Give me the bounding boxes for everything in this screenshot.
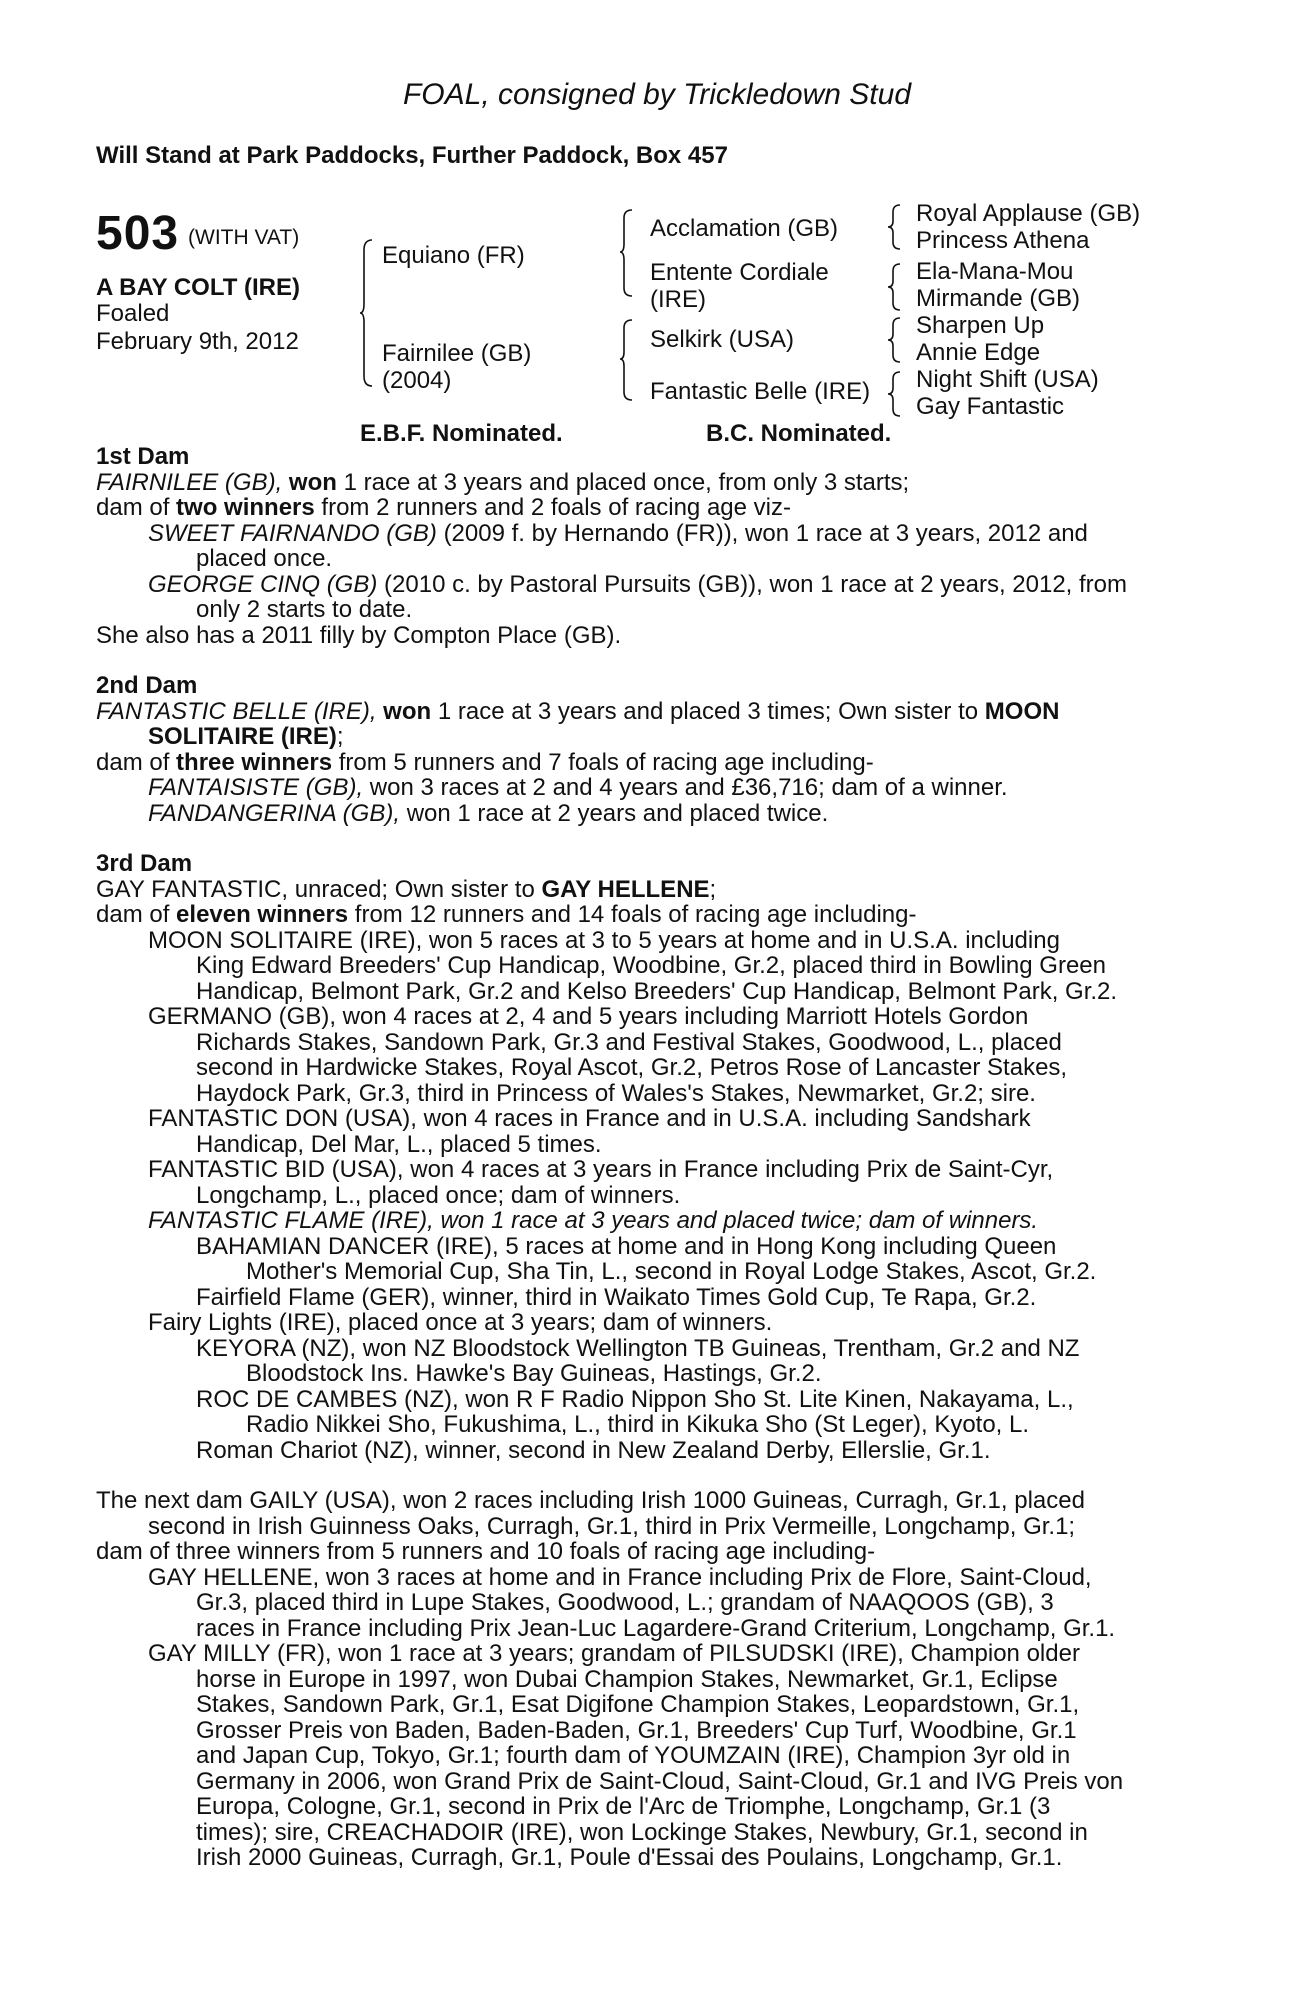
stand-location: Will Stand at Park Paddocks, Further Paddock, Box 457 bbox=[96, 142, 728, 169]
ddd: Gay Fantastic bbox=[916, 393, 1065, 420]
pedigree-brace-dam bbox=[620, 318, 634, 402]
dam-sire: Selkirk (USA) bbox=[650, 326, 795, 353]
next-dam-text-line: horse in Europe in 1997, won Dubai Champion Stakes, Newmarket, Gr.1, Eclipse bbox=[196, 1665, 1058, 1693]
pedigree-brace-3d bbox=[888, 370, 902, 418]
pedigree-brace-3b bbox=[888, 262, 902, 312]
pedigree-brace-3c bbox=[888, 316, 902, 364]
first-dam-offspring-2b: only 2 starts to date. bbox=[196, 596, 413, 623]
sire-dam-country: (IRE) bbox=[650, 286, 706, 313]
dsd: Annie Edge bbox=[916, 339, 1041, 366]
foaled-date: February 9th, 2012 bbox=[96, 328, 299, 355]
first-dam-offspring-2: GEORGE CINQ (GB) (2010 c. by Pastoral Pursuits (GB)), won 1 race at 2 years, 2012, from bbox=[148, 570, 1128, 598]
third-dam-text-line: FANTASTIC BID (USA), won 4 races at 3 years in France including Prix de Saint-Cyr, bbox=[148, 1156, 1054, 1183]
third-dam-text-line: Richards Stakes, Sandown Park, Gr.3 and Festival Stakes, Goodwood, L., placed bbox=[196, 1028, 1062, 1056]
third-dam-line2: dam of eleven winners from 12 runners and 14 foals of racing age including- bbox=[96, 901, 917, 928]
next-dam-text-line: The next dam GAILY (USA), won 2 races including Irish 1000 Guineas, Curragh, Gr.1, placed bbox=[96, 1487, 1085, 1514]
vat-label: (WITH VAT) bbox=[188, 226, 300, 249]
sire-name: Equiano (FR) bbox=[382, 242, 525, 269]
first-dam-offspring-1: SWEET FAIRNANDO (GB) (2009 f. by Hernando (FR)), won 1 race at 3 years, 2012 and bbox=[148, 519, 1088, 547]
foaled-label: Foaled bbox=[96, 300, 170, 327]
next-dam-text-line: Europa, Cologne, Gr.1, second in Prix de l'Arc de Triomphe, Longchamp, Gr.1 (3 bbox=[196, 1793, 1051, 1820]
third-dam-text-line: FANTASTIC DON (USA), won 4 races in France and in U.S.A. including Sandshark bbox=[148, 1105, 1031, 1132]
horse-description: A BAY COLT (IRE) bbox=[96, 274, 301, 301]
sire-sire: Acclamation (GB) bbox=[650, 215, 839, 242]
first-dam-also: She also has a 2011 filly by Compton Place (GB). bbox=[96, 621, 622, 649]
bc-nominated: B.C. Nominated. bbox=[706, 420, 892, 447]
next-dam-text-line: times); sire, CREACHADOIR (IRE), won Lockinge Stakes, Newbury, Gr.1, second in bbox=[196, 1818, 1088, 1846]
next-dam-text-line: second in Irish Guinness Oaks, Curragh, Gr.1, third in Prix Vermeille, Longchamp, Gr.1; bbox=[148, 1512, 1076, 1540]
third-dam-text-line: Roman Chariot (NZ), winner, second in New Zealand Derby, Ellerslie, Gr.1. bbox=[196, 1436, 991, 1464]
next-dam-text-line: Germany in 2006, won Grand Prix de Saint-Cloud, Saint-Cloud, Gr.1 and IVG Preis von bbox=[196, 1767, 1124, 1795]
second-dam-heading: 2nd Dam bbox=[96, 672, 198, 699]
catalogue-body bbox=[96, 444, 1196, 1871]
sdd: Mirmande (GB) bbox=[916, 285, 1081, 312]
third-dam-text-line: Haydock Park, Gr.3, third in Princess of Wales's Stakes, Newmarket, Gr.2; sire. bbox=[196, 1079, 1036, 1107]
pedigree-brace-sire bbox=[620, 208, 634, 298]
third-dam-text-line: Longchamp, L., placed once; dam of winners. bbox=[196, 1181, 681, 1209]
dam-year: (2004) bbox=[382, 367, 452, 394]
third-dam-text-line: Fairy Lights (IRE), placed once at 3 years; dam of winners. bbox=[148, 1309, 773, 1336]
next-dam-text-line: and Japan Cup, Tokyo, Gr.1; fourth dam of YOUMZAIN (IRE), Champion 3yr old in bbox=[196, 1742, 1071, 1769]
third-dam-text-line: second in Hardwicke Stakes, Royal Ascot, Gr.2, Petros Rose of Lancaster Stakes, bbox=[196, 1054, 1068, 1081]
next-dam-text-line: GAY HELLENE, won 3 races at home and in France including Prix de Flore, Saint-Cloud, bbox=[148, 1563, 1092, 1591]
third-dam-text-line: Fairfield Flame (GER), winner, third in Waikato Times Gold Cup, Te Rapa, Gr.2. bbox=[196, 1283, 1037, 1311]
sss: Royal Applause (GB) bbox=[916, 200, 1141, 227]
pedigree-brace-main bbox=[360, 238, 374, 388]
third-dam-text-line: Bloodstock Ins. Hawke's Bay Guineas, Hastings, Gr.2. bbox=[246, 1360, 822, 1387]
third-dam-text-line: Handicap, Belmont Park, Gr.2 and Kelso Breeders' Cup Handicap, Belmont Park, Gr.2. bbox=[196, 977, 1118, 1005]
third-dam-text-line: BAHAMIAN DANCER (IRE), 5 races at home and in Hong Kong including Queen bbox=[196, 1232, 1057, 1260]
third-dam-text-line: ROC DE CAMBES (NZ), won R F Radio Nippon Sho St. Lite Kinen, Nakayama, L., bbox=[196, 1385, 1074, 1413]
dds: Night Shift (USA) bbox=[916, 366, 1099, 393]
dam-dam: Fantastic Belle (IRE) bbox=[650, 378, 871, 405]
third-dam-heading: 3rd Dam bbox=[96, 850, 193, 877]
second-dam-offspring-2: FANDANGERINA (GB), won 1 race at 2 years and placed twice. bbox=[148, 799, 829, 827]
next-dam-text-line: Gr.3, placed third in Lupe Stakes, Goodwood, L.; grandam of NAAQOOS (GB), 3 bbox=[196, 1589, 1054, 1616]
next-dam-text-line: Irish 2000 Guineas, Curragh, Gr.1, Poule d'Essai des Poulains, Longchamp, Gr.1. bbox=[196, 1844, 1063, 1871]
third-dam-text-line: Radio Nikkei Sho, Fukushima, L., third in Kikuka Sho (St Leger), Kyoto, L. bbox=[246, 1411, 1030, 1438]
second-dam-line3: dam of three winners from 5 runners and 7 foals of racing age including- bbox=[96, 748, 874, 776]
second-dam-line1: FANTASTIC BELLE (IRE), won 1 race at 3 years and placed 3 times; Own sister to MOON bbox=[96, 697, 1060, 725]
sire-dam: Entente Cordiale bbox=[650, 259, 829, 286]
dss: Sharpen Up bbox=[916, 312, 1045, 339]
third-dam-text-line: MOON SOLITAIRE (IRE), won 5 races at 3 to 5 years at home and in U.S.A. including bbox=[148, 926, 1060, 954]
pedigree-brace-3a bbox=[888, 203, 902, 251]
ebf-nominated: E.B.F. Nominated. bbox=[360, 420, 563, 447]
next-dam-text-line: GAY MILLY (FR), won 1 race at 3 years; grandam of PILSUDSKI (IRE), Champion older bbox=[148, 1640, 1080, 1667]
third-dam-text-line: King Edward Breeders' Cup Handicap, Woodbine, Gr.2, placed third in Bowling Green bbox=[196, 952, 1106, 979]
ssd: Princess Athena bbox=[916, 227, 1090, 254]
second-dam-offspring-1: FANTAISISTE (GB), won 3 races at 2 and 4 years and £36,716; dam of a winner. bbox=[148, 774, 1008, 801]
consignment-line: FOAL, consigned by Trickledown Stud bbox=[402, 78, 912, 111]
third-dam-text-line: Mother's Memorial Cup, Sha Tin, L., second in Royal Lodge Stakes, Ascot, Gr.2. bbox=[246, 1258, 1097, 1285]
third-dam-text-line: GERMANO (GB), won 4 races at 2, 4 and 5 years including Marriott Hotels Gordon bbox=[148, 1003, 1029, 1030]
third-dam-line1: GAY FANTASTIC, unraced; Own sister to GAY HELLENE; bbox=[96, 875, 717, 903]
dam-name: Fairnilee (GB) bbox=[382, 340, 532, 367]
first-dam-line1: FAIRNILEE (GB), won 1 race at 3 years and placed once, from only 3 starts; bbox=[96, 468, 910, 496]
third-dam-text-line: KEYORA (NZ), won NZ Bloodstock Wellington TB Guineas, Trentham, Gr.2 and NZ bbox=[196, 1334, 1080, 1362]
second-dam-line2: SOLITAIRE (IRE); bbox=[148, 723, 344, 750]
sds: Ela-Mana-Mou bbox=[916, 258, 1074, 285]
first-dam-offspring-1b: placed once. bbox=[196, 545, 333, 572]
next-dam-text-line: dam of three winners from 5 runners and 10 foals of racing age including- bbox=[96, 1538, 876, 1565]
next-dam-text-line: Grosser Preis von Baden, Baden-Baden, Gr.1, Breeders' Cup Turf, Woodbine, Gr.1 bbox=[196, 1716, 1077, 1744]
third-dam-text-line: Handicap, Del Mar, L., placed 5 times. bbox=[196, 1130, 602, 1158]
next-dam-text-line: Stakes, Sandown Park, Gr.1, Esat Digifone Champion Stakes, Leopardstown, Gr.1, bbox=[196, 1691, 1080, 1718]
next-dam-text-line: races in France including Prix Jean-Luc Lagardere-Grand Criterium, Longchamp, Gr.1. bbox=[196, 1614, 1116, 1642]
first-dam-line2: dam of two winners from 2 runners and 2 foals of racing age viz- bbox=[96, 494, 791, 521]
third-dam-text-line: FANTASTIC FLAME (IRE), won 1 race at 3 years and placed twice; dam of winners. bbox=[148, 1207, 1039, 1234]
lot-number: 503 bbox=[96, 207, 180, 260]
first-dam-heading: 1st Dam bbox=[96, 443, 190, 470]
